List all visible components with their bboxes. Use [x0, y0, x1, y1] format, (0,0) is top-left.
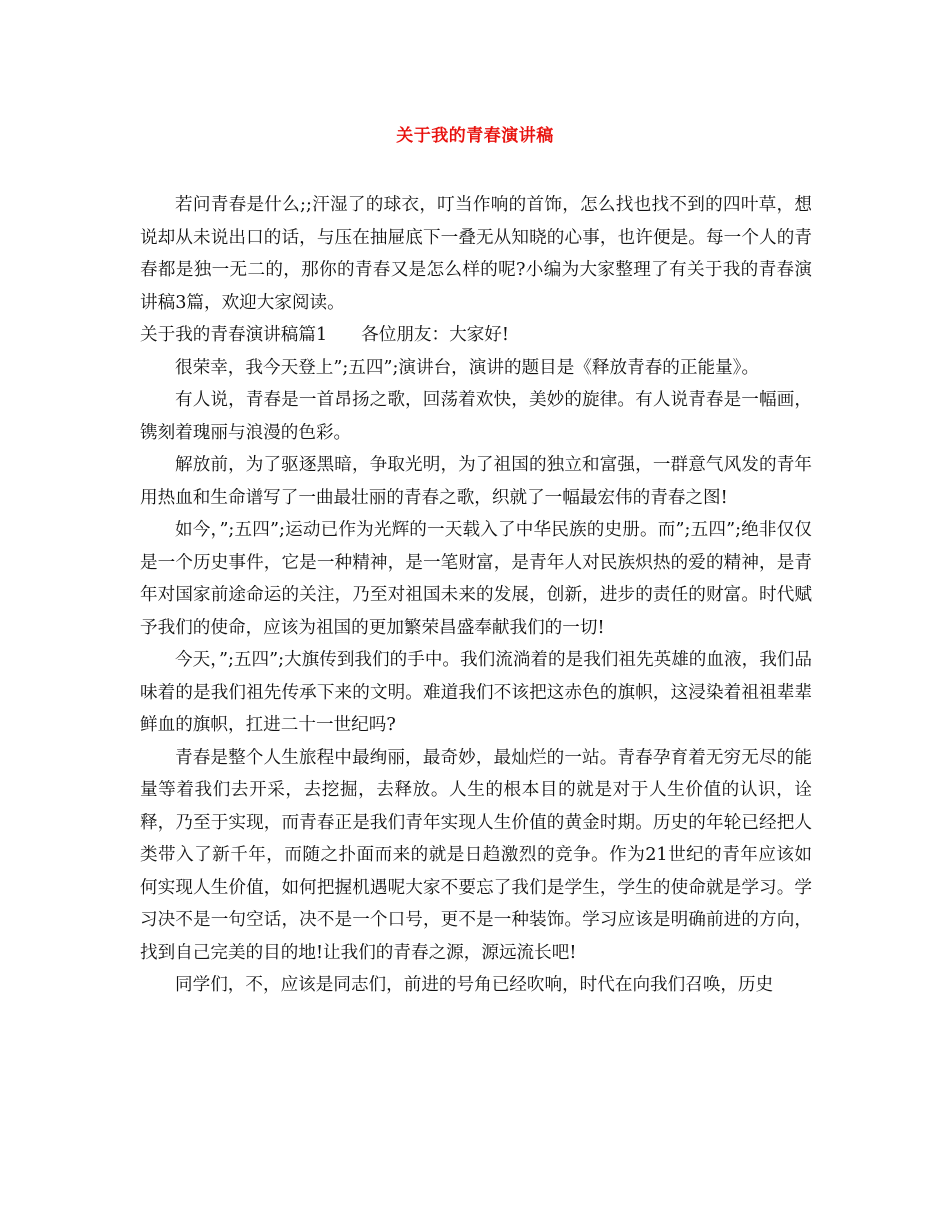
- section-title: 关于我的青春演讲稿篇1: [140, 325, 328, 345]
- paragraph-youth-song: 有人说，青春是一首昂扬之歌，回荡着欢快，美妙的旋律。有人说青春是一幅画，镌刻着瑰丽与浪漫的色彩。: [140, 390, 812, 443]
- paragraph-may-fourth: 如今，”;五四”;运动已作为光辉的一天载入了中华民族的史册。而”;五四”;绝非仅仅是一个历史事件，它是一种精神，是一笔财富，是青年人对民族炽热的爱的精神，是青年对国家前途命运的关注，乃至对祖国未来的发展，创新，进步的责任的财富。时代赋予我们的使命，应该为祖国的更加繁荣昌盛奉献我们的一切!: [140, 520, 812, 638]
- greeting: 各位朋友：大家好!: [361, 325, 509, 345]
- paragraph-comrades: 同学们，不，应该是同志们，前进的号角已经吹响，时代在向我们召唤，历史: [175, 975, 774, 995]
- document-body: [140, 189, 812, 1002]
- paragraph-youth-journey: 青春是整个人生旅程中最绚丽，最奇妙，最灿烂的一站。青春孕育着无穷无尽的能量等着我们去开采，去挖掘，去释放。人生的根本目的就是对于人生价值的认识，诠释，乃至于实现，而青春正是我们青年实现人生价值的黄金时期。历史的年轮已经把人类带入了新千年，而随之扑面而来的就是日趋激烈的竞争。作为21世纪的青年应该如何实现人生价值，如何把握机遇呢大家不要忘了我们是学生，学生的使命就是学习。学习决不是一句空话，决不是一个口号，更不是一种装饰。学习应该是明确前进的方向，找到自己完美的目的地!让我们的青春之源，源远流长吧!: [140, 747, 812, 963]
- paragraph-liberation: 解放前，为了驱逐黑暗，争取光明，为了祖国的独立和富强，一群意气风发的青年用热血和生命谱写了一曲最壮丽的青春之歌，织就了一幅最宏伟的青春之图!: [140, 455, 812, 508]
- paragraph-today: 今天，”;五四”;大旗传到我们的手中。我们流淌着的是我们祖先英雄的血液，我们品味着的是我们祖先传承下来的文明。难道我们不该把这赤色的旗帜，这浸染着祖祖辈辈鲜血的旗帜，扛进二十一世纪吗?: [140, 650, 812, 735]
- paragraph-intro: 若问青春是什么;;汗湿了的球衣，叮当作响的首饰，怎么找也找不到的四叶草，想说却从未说出口的话，与压在抽屉底下一叠无从知晓的心事，也许便是。每一个人的青春都是独一无二的，那你的青春又是怎么样的呢?小编为大家整理了有关于我的青春演讲稿3篇，欢迎大家阅读。: [140, 195, 812, 313]
- document-title: 关于我的青春演讲稿: [396, 126, 554, 146]
- paragraph-honor: 很荣幸，我今天登上”;五四”;演讲台，演讲的题目是《释放青春的正能量》。: [175, 357, 760, 378]
- section-heading-line: [140, 319, 812, 352]
